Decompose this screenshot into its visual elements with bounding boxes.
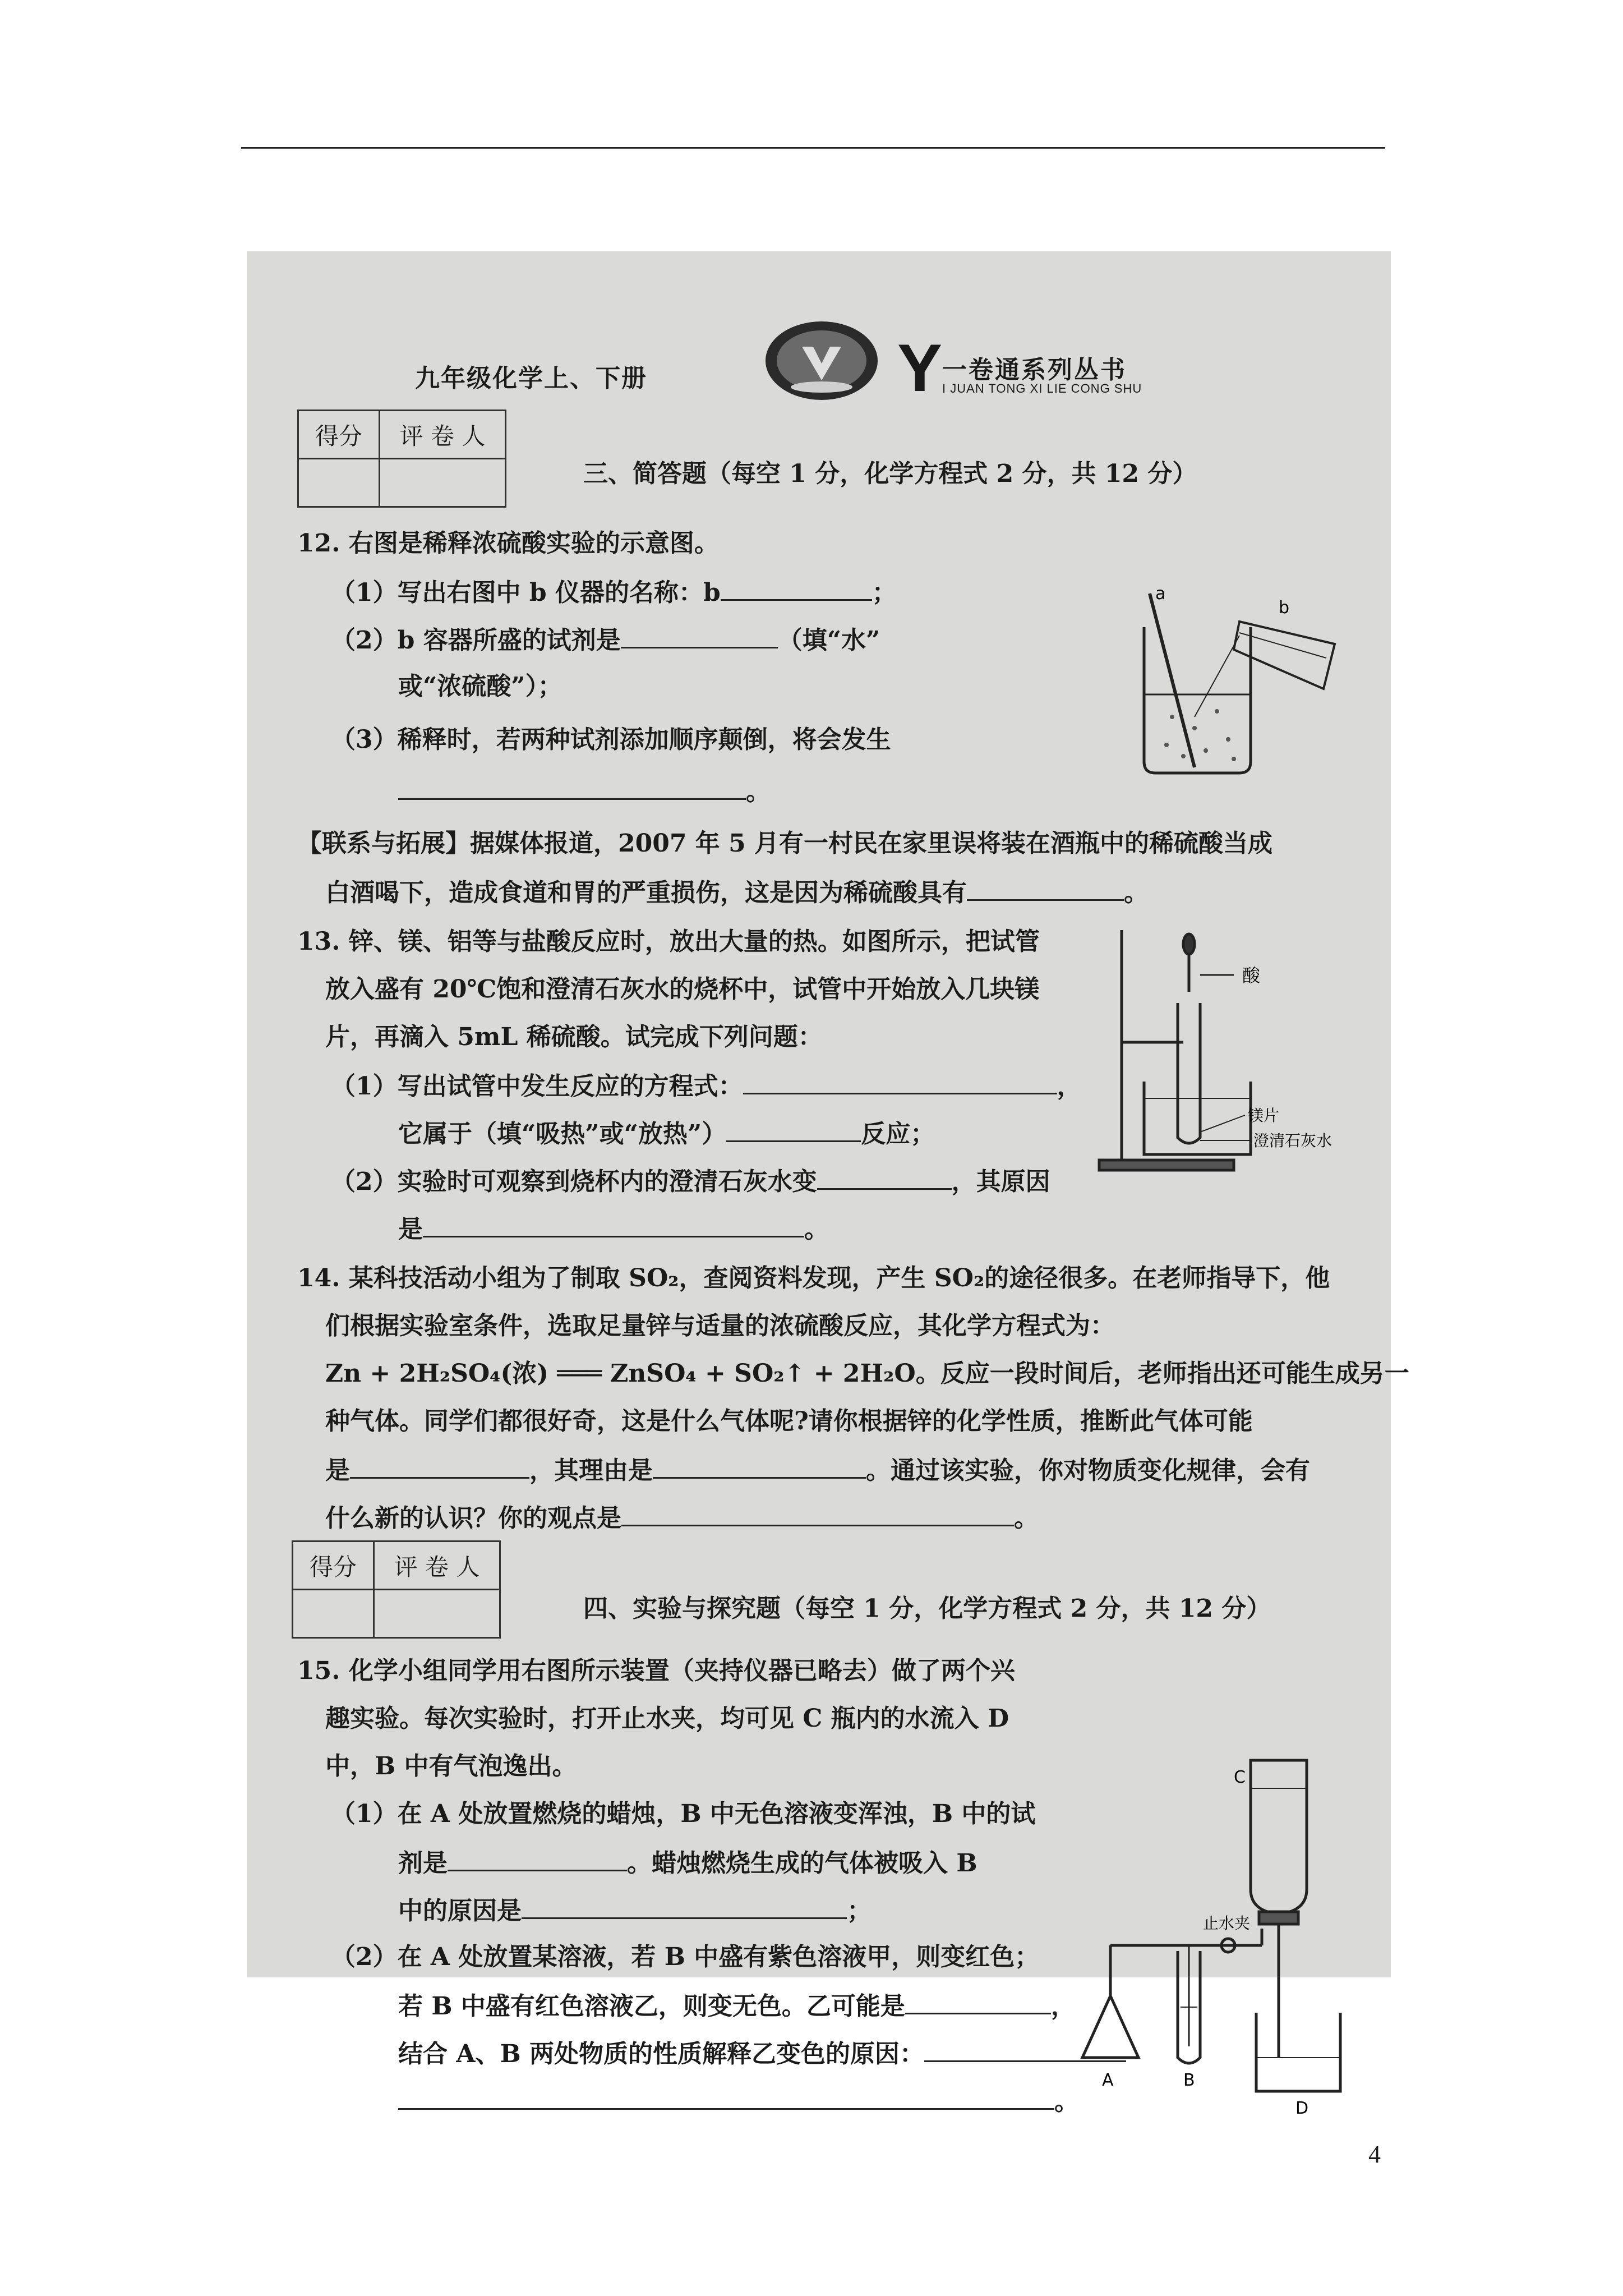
grader-header: 评 卷 人 <box>380 411 506 459</box>
q14-line6 <box>325 1502 1039 1534</box>
q15-part1-line2 <box>398 1847 978 1879</box>
q12-part2-text: （2）b 容器所盛的试剂是 <box>331 626 621 655</box>
q15-blank-3[interactable] <box>905 1990 1051 2014</box>
q14-blank-3[interactable] <box>621 1502 1014 1526</box>
q13-blank-3[interactable] <box>817 1166 952 1190</box>
q13-part2b <box>398 1213 829 1245</box>
q13-part2 <box>331 1166 1050 1197</box>
q15-part1-line3-text: 中的原因是 <box>398 1897 522 1925</box>
figure-acid-label: 酸 <box>1242 965 1261 986</box>
q12-stem: 12. 右图是稀释浓硫酸实验的示意图。 <box>297 529 719 558</box>
q12-part2-line2: 或“浓硫酸”）； <box>398 672 562 701</box>
section4-title: 四、实验与探究题（每空 1 分，化学方程式 2 分，共 12 分） <box>583 1594 1271 1623</box>
header-pinyin: I JUAN TONG XI LIE CONG SHU <box>942 381 1142 395</box>
q14-line5-text-a: 是 <box>325 1456 350 1485</box>
grader-cell <box>374 1590 500 1638</box>
page-number: 4 <box>1368 2141 1381 2168</box>
q15-part2-line2-text: 若 B 中盛有红色溶液乙，则变无色。乙可能是 <box>398 1992 905 2021</box>
header-right-title: 一卷通系列丛书 <box>942 356 1127 384</box>
q12-part2-end: （填“水” <box>777 626 880 655</box>
q13-part2b-end: 。 <box>804 1215 829 1244</box>
figure-label-d: D <box>1295 2099 1309 2118</box>
figure-mg-label: 镁片 <box>1248 1106 1280 1125</box>
q14-line5 <box>325 1455 1310 1486</box>
q15-line2: 趣实验。每次实验时，打开止水夹，均可见 C 瓶内的水流入 D <box>325 1704 1009 1733</box>
q14-line4: 种气体。同学们都很好奇，这是什么气体呢?请你根据锌的化学性质，推断此气体可能 <box>325 1407 1253 1435</box>
publisher-logo-icon <box>763 319 880 403</box>
score-cell <box>298 459 380 507</box>
score-header: 得分 <box>298 411 380 459</box>
q15-part2-line2 <box>398 1990 1076 2022</box>
figure-label-c: C <box>1234 1768 1246 1787</box>
figure-label-b: b <box>1279 598 1290 618</box>
header-left-title: 九年级化学上、下册 <box>415 364 647 393</box>
score-table-section4 <box>292 1540 501 1639</box>
dilution-figure <box>1110 582 1346 784</box>
apparatus-abcd-figure <box>1066 1743 1357 2118</box>
q15-part2-line1: （2）在 A 处放置某溶液，若 B 中盛有紫色溶液甲，则变红色； <box>331 1943 1040 1971</box>
q15-line3: 中，B 中有气泡逸出。 <box>325 1752 577 1780</box>
q13-part1b-text: 它属于（填“吸热”或“放热”） <box>398 1120 727 1148</box>
q14-line1: 14. 某科技活动小组为了制取 SO₂，查阅资料发现，产生 SO₂的途径很多。在老师指导下，他 <box>297 1264 1330 1292</box>
q15-blank-2[interactable] <box>522 1895 847 1919</box>
q13-part2b-text: 是 <box>398 1215 423 1244</box>
q12-part3-end: 。 <box>746 777 771 806</box>
q14-line5-text-c: 。通过该实验，你对物质变化规律，会有 <box>866 1456 1310 1485</box>
q15-part2-line4-end: 。 <box>1054 2087 1079 2116</box>
score-header: 得分 <box>293 1542 374 1590</box>
q14-line3: Zn + 2H₂SO₄(浓) ═══ ZnSO₄ + SO₂↑ + 2H₂O。反应一段时间后，老师指出还可能生成另一 <box>325 1359 1409 1388</box>
figure-label-a: a <box>1155 584 1166 604</box>
q12-extension-line2 <box>325 877 1149 908</box>
top-rule <box>241 147 1385 149</box>
q15-line1: 15. 化学小组同学用右图所示装置（夹持仪器已略去）做了两个兴 <box>297 1657 1015 1685</box>
score-cell <box>293 1590 374 1638</box>
q15-part1-line1: （1）在 A 处放置燃烧的蜡烛，B 中无色溶液变浑浊，B 中的试 <box>331 1800 1036 1828</box>
q12-blank-3[interactable] <box>398 776 746 800</box>
q12-extension-text: 白酒喝下，造成食道和胃的严重损伤，这是因为稀硫酸具有 <box>325 878 967 907</box>
q13-blank-2[interactable] <box>726 1118 861 1142</box>
q15-blank-5[interactable] <box>398 2086 1054 2110</box>
q15-part2-line3 <box>398 2038 1126 2069</box>
figure-lime-label: 澄清石灰水 <box>1253 1131 1332 1150</box>
q15-part1-line3 <box>398 1895 872 1926</box>
q13-part1b <box>398 1118 935 1149</box>
figure-label-clamp: 止水夹 <box>1203 1914 1251 1932</box>
q13-blank-1[interactable] <box>743 1070 1057 1094</box>
q13-part1b-end: 反应； <box>861 1120 935 1148</box>
q12-blank-2[interactable] <box>621 624 778 648</box>
q14-blank-2[interactable] <box>653 1455 866 1479</box>
q14-blank-1[interactable] <box>350 1455 529 1479</box>
q13-line2: 放入盛有 20℃饱和澄清石灰水的烧杯中，试管中开始放入几块镁 <box>325 975 1040 1004</box>
q12-extension-line1: 【联系与拓展】据媒体报道，2007 年 5 月有一村民在家里误将装在酒瓶中的稀硫酸当成 <box>297 829 1273 858</box>
q13-part2-text: （2）实验时可观察到烧杯内的澄清石灰水变 <box>331 1167 817 1196</box>
q12-part3-line2 <box>398 776 771 807</box>
q12-extension-end: 。 <box>1124 878 1149 907</box>
test-tube-beaker-figure <box>1088 913 1357 1177</box>
q15-blank-1[interactable] <box>448 1847 627 1871</box>
q12-part2 <box>331 624 880 656</box>
q14-line6-text: 什么新的认识？你的观点是 <box>325 1504 621 1533</box>
q12-part1-text: （1）写出右图中 b 仪器的名称：b <box>331 578 721 607</box>
q15-part2-line3-text: 结合 A、B 两处物质的性质解释乙变色的原因： <box>398 2040 924 2068</box>
q13-part1-end: ， <box>1057 1072 1082 1101</box>
q13-part1-text: （1）写出试管中发生反应的方程式： <box>331 1072 743 1101</box>
q12-blank-1[interactable] <box>721 577 872 601</box>
q12-part3: （3）稀释时，若两种试剂添加顺序颠倒，将会发生 <box>331 725 891 754</box>
q12-blank-4[interactable] <box>967 877 1124 901</box>
header-logo-letter: Y <box>897 330 943 406</box>
grader-cell <box>380 459 506 507</box>
q12-part1 <box>331 577 897 608</box>
q14-line5-text-b: ，其理由是 <box>529 1456 653 1485</box>
score-table-section3 <box>297 409 506 508</box>
q15-part1-line3-end: ； <box>847 1897 872 1925</box>
figure-label-b: B <box>1183 2070 1195 2090</box>
q13-line1: 13. 锌、镁、铝等与盐酸反应时，放出大量的热。如图所示，把试管 <box>297 927 1040 956</box>
q12-part1-end: ； <box>872 578 897 607</box>
q15-part1-line2-end: 。蜡烛燃烧生成的气体被吸入 B <box>627 1849 978 1878</box>
section3-title: 三、简答题（每空 1 分，化学方程式 2 分，共 12 分） <box>583 459 1197 488</box>
q14-line2: 们根据实验室条件，选取足量锌与适量的浓硫酸反应，其化学方程式为： <box>325 1312 1115 1340</box>
q15-part2-line4 <box>398 2086 1079 2117</box>
figure-label-a: A <box>1102 2070 1114 2090</box>
q15-part2-line2-end: ， <box>1050 1992 1076 2021</box>
q13-blank-4[interactable] <box>423 1213 804 1237</box>
q15-part1-line2-text: 剂是 <box>398 1849 448 1878</box>
q14-line6-end: 。 <box>1014 1504 1039 1533</box>
scanned-exam-page <box>247 251 1409 2118</box>
q13-line3: 片，再滴入 5mL 稀硫酸。试完成下列问题： <box>325 1023 823 1051</box>
q13-part2-end: ，其原因 <box>951 1167 1050 1196</box>
grader-header: 评 卷 人 <box>374 1542 500 1590</box>
q13-part1 <box>331 1070 1082 1102</box>
